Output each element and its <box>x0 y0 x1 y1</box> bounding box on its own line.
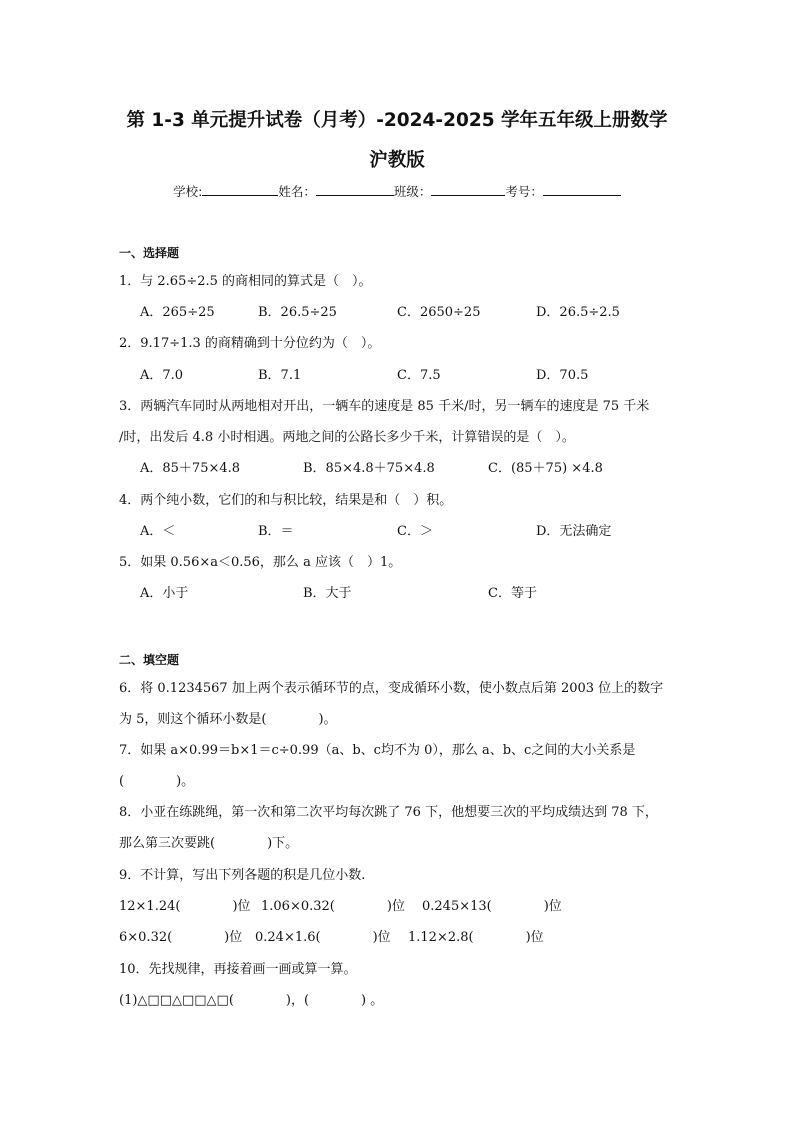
question-8-line2: 那么第三次要跳( )下。 <box>119 836 299 851</box>
question-1: 1．与 2.65÷2.5 的商相同的算式是（ ）。 <box>119 274 372 289</box>
name-field[interactable] <box>316 183 394 196</box>
q4-option-c[interactable]: C．＞ <box>397 524 433 539</box>
q3-option-c[interactable]: C．(85＋75) ×4.8 <box>488 461 603 476</box>
page-subtitle: 沪教版 <box>369 150 425 171</box>
q3-option-a[interactable]: A．85＋75×4.8 <box>140 461 241 476</box>
class-label: 班级： <box>393 184 432 199</box>
question-3-line1: 3．两辆汽车同时从两地相对开出，一辆车的速度是 85 千米/时，另一辆车的速度是 75 千米 <box>119 399 650 414</box>
question-9: 9．不计算，写出下列各题的积是几位小数. <box>119 868 366 883</box>
q9-item-3: 0.245×13( )位 <box>422 899 562 914</box>
question-2: 2．9.17÷1.3 的商精确到十分位约为（ ）。 <box>119 336 381 351</box>
q9-item-1: 12×1.24( )位 <box>119 899 251 914</box>
question-6-line2: 为 5，则这个循环小数是( )。 <box>119 712 337 727</box>
question-5: 5．如果 0.56×a＜0.56，那么 a 应该（ ）1。 <box>119 555 402 570</box>
q9-item-4: 6×0.32( )位 <box>119 930 243 945</box>
q9-item-2: 1.06×0.32( )位 <box>261 899 405 914</box>
number-field[interactable] <box>543 183 621 196</box>
q5-option-a[interactable]: A．小于 <box>140 586 189 601</box>
student-info-row <box>0 182 794 200</box>
q2-option-c[interactable]: C．7.5 <box>397 368 441 383</box>
q2-option-b[interactable]: B．7.1 <box>258 368 302 383</box>
q1-option-b[interactable]: B．26.5÷25 <box>258 305 337 320</box>
question-6-line1: 6．将 0.1234567 加上两个表示循环节的点，变成循环小数，使小数点后第 2003 位上的数字 <box>119 681 664 696</box>
school-field[interactable] <box>202 183 278 196</box>
question-7-line1: 7．如果 a×0.99＝b×1＝c÷0.99（a、b、c均不为 0），那么 a、b、c之间的大小关系是 <box>119 743 636 758</box>
question-10-sub1: (1)△□□△□□△□( )，( ) 。 <box>119 993 384 1008</box>
question-8-line1: 8．小亚在练跳绳，第一次和第二次平均每次跳了 76 下，他想要三次的平均成绩达到 78 下， <box>119 805 658 820</box>
section-heading-fill: 二、填空题 <box>119 653 180 667</box>
q2-option-a[interactable]: A．7.0 <box>140 368 184 383</box>
number-label: 考号： <box>505 184 543 199</box>
q3-option-b[interactable]: B．85×4.8＋75×4.8 <box>303 461 435 476</box>
q1-option-a[interactable]: A．265÷25 <box>140 305 215 320</box>
class-field[interactable] <box>431 183 505 196</box>
q4-option-d[interactable]: D．无法确定 <box>536 524 612 539</box>
question-7-line2: ( )。 <box>119 774 195 789</box>
section-heading-choice: 一、选择题 <box>119 246 180 260</box>
name-label: 姓名： <box>278 184 316 199</box>
q1-option-c[interactable]: C．2650÷25 <box>397 305 481 320</box>
q4-option-b[interactable]: B．＝ <box>258 524 294 539</box>
q9-item-6: 1.12×2.8( )位 <box>408 930 544 945</box>
q5-option-b[interactable]: B．大于 <box>303 586 352 601</box>
q9-item-5: 0.24×1.6( )位 <box>255 930 391 945</box>
school-label: 学校: <box>173 184 203 199</box>
question-3-line2: /时，出发后 4.8 小时相遇。两地之间的公路长多少千米，计算错误的是（ ）。 <box>119 430 575 445</box>
page-title: 第 1-3 单元提升试卷（月考）-2024-2025 学年五年级上册数学 <box>126 110 668 131</box>
q5-option-c[interactable]: C．等于 <box>488 586 537 601</box>
q1-option-d[interactable]: D．26.5÷2.5 <box>536 305 620 320</box>
question-4: 4．两个纯小数，它们的和与积比较，结果是和（ ）积。 <box>119 493 453 508</box>
question-10: 10．先找规律，再接着画一画或算一算。 <box>119 962 357 977</box>
q2-option-d[interactable]: D．70.5 <box>536 368 589 383</box>
q4-option-a[interactable]: A．＜ <box>140 524 176 539</box>
